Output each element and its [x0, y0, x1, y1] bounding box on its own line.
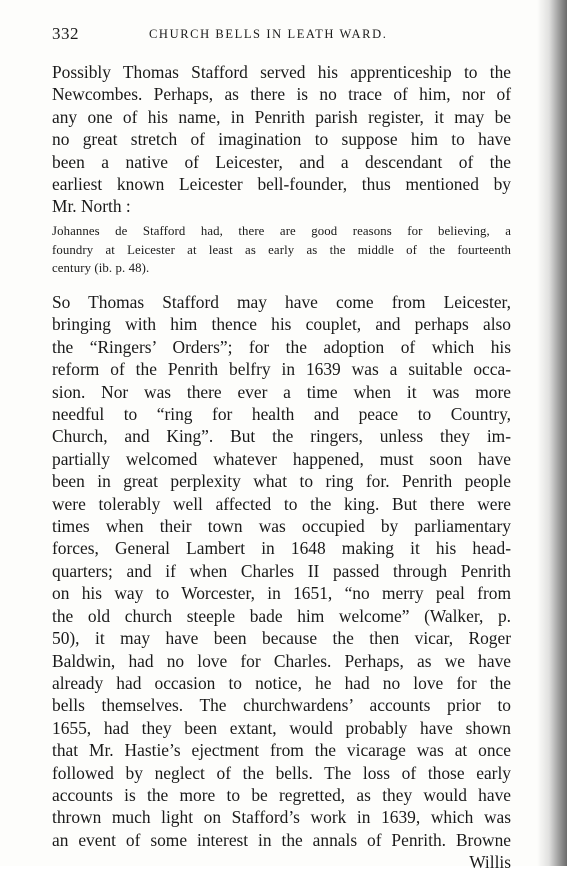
text-line: an event of some interest in the annals of Penrith. Browne	[52, 829, 511, 850]
text-line: needful to “ring for health and peace to Country,	[52, 404, 511, 425]
text-line: that Mr. Hastie’s ejectment from the vicarage was at once	[52, 740, 511, 761]
paragraph-2	[52, 291, 511, 874]
text-line: accounts is the more to be regretted, as they would have	[52, 784, 511, 805]
running-head	[52, 24, 514, 46]
text-line: bells themselves. The churchwardens’ accounts prior to	[52, 695, 511, 716]
text-line: times when their town was occupied by parliamentary	[52, 516, 511, 537]
text-line: 1655, had they been extant, would probably have shown	[52, 717, 511, 738]
text-line: 50), it may have been because the then vicar, Roger	[52, 628, 511, 649]
quote-line: foundry at Leicester at least as early as the middle of the fourteenth	[52, 242, 511, 257]
text-line: thrown much light on Stafford’s work in 1639, which was	[52, 807, 511, 828]
text-line: the old church steeple bade him welcome” (Walker, p.	[52, 605, 511, 626]
quote-line: Johannes de Stafford had, there are good reasons for believing, a	[52, 224, 511, 238]
page-gutter-shadow	[537, 0, 567, 866]
quote-line: century (ib. p. 48).	[52, 261, 150, 276]
text-line: followed by neglect of the bells. The loss of those early	[52, 762, 511, 783]
catchword: Willis	[469, 852, 511, 873]
text-line: sion. Nor was there ever a time when it was more	[52, 381, 511, 402]
block-quote	[52, 222, 511, 278]
text-line: been in great perplexity what to ring for. Penrith people	[52, 471, 511, 492]
text-line: Newcombes. Perhaps, as there is no trace of him, nor of	[52, 84, 511, 105]
paragraph-1	[52, 61, 511, 218]
text-line: Mr. North :	[52, 196, 131, 217]
running-title: CHURCH BELLS IN LEATH WARD.	[149, 27, 388, 41]
text-line: forces, General Lambert in 1648 making it his head-	[52, 538, 511, 559]
text-line: any one of his name, in Penrith parish register, it may be	[52, 106, 511, 127]
text-line: quarters; and if when Charles II passed through Penrith	[52, 560, 511, 581]
text-line: earliest known Leicester bell-founder, thus mentioned by	[52, 174, 511, 195]
text-line: no great stretch of imagination to suppose him to have	[52, 129, 511, 150]
text-line: Church, and King”. But the ringers, unless they im-	[52, 426, 511, 447]
text-line: reform of the Penrith belfry in 1639 was a suitable occa-	[52, 359, 511, 380]
text-line: been a native of Leicester, and a descendant of the	[52, 151, 511, 172]
text-line: partially welcomed whatever happened, must soon have	[52, 448, 511, 469]
text-line: already had occasion to notice, he had no love for the	[52, 672, 511, 693]
text-line: the “Ringers’ Orders”; for the adoption of which his	[52, 336, 511, 357]
text-line: bringing with him thence his couplet, and perhaps also	[52, 314, 511, 335]
text-line: were tolerably well affected to the king. But there were	[52, 493, 511, 514]
page-number: 332	[52, 24, 79, 43]
text-line: on his way to Worcester, in 1651, “no merry peal from	[52, 583, 511, 604]
text-line: Possibly Thomas Stafford served his apprenticeship to the	[52, 62, 511, 82]
text-line: So Thomas Stafford may have come from Leicester,	[52, 292, 511, 312]
text-line: Baldwin, had no love for Charles. Perhaps, as we have	[52, 650, 511, 671]
